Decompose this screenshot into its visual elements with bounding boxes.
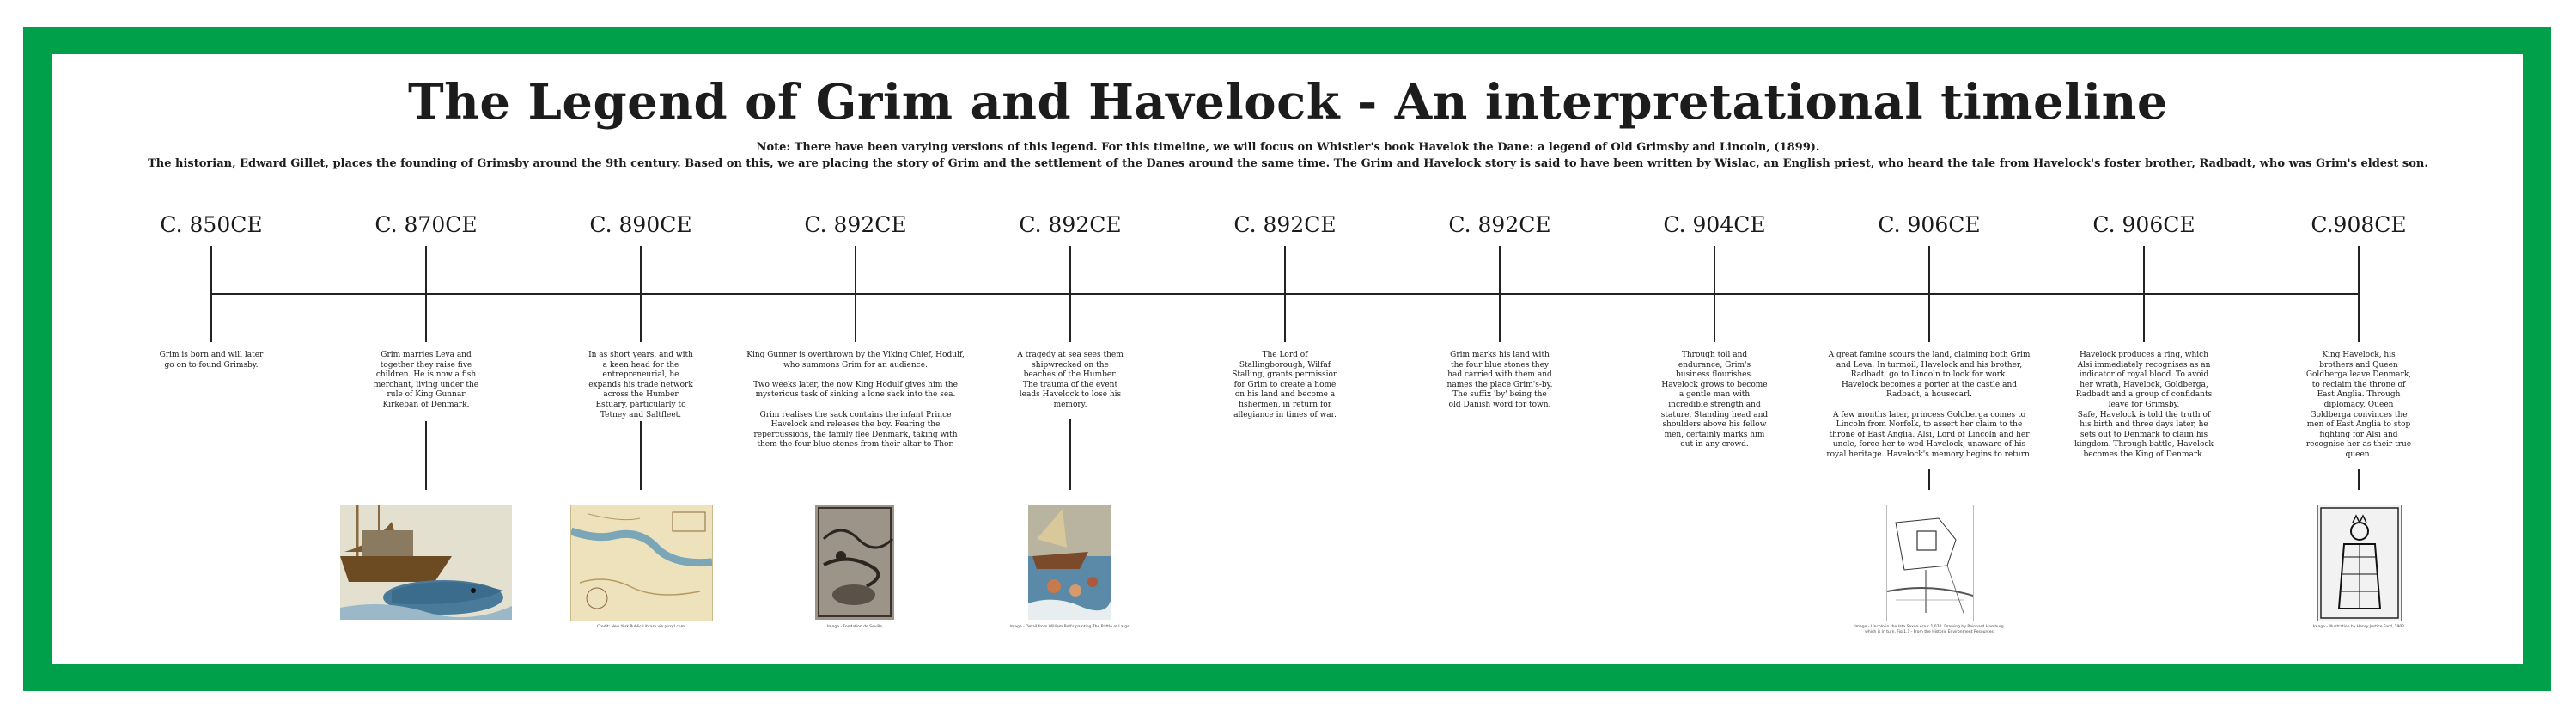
shipwreck-painting xyxy=(1028,505,1111,620)
timeline-tick xyxy=(855,246,856,342)
event-date: C. 850CE xyxy=(160,212,263,237)
lincoln-castle-plan xyxy=(1886,505,1974,621)
timeline-tick xyxy=(640,246,642,342)
event-description: Grim marries Leva and together they raise five children. He is now a fish merchant, living under the rule of King Gunnar Kirkeban of Denmark. xyxy=(373,351,479,409)
event-date: C. 906CE xyxy=(1878,212,1981,237)
event-date: C. 870CE xyxy=(375,212,478,237)
king-woodcut xyxy=(2317,505,2402,621)
event-description: A tragedy at sea sees them shipwrecked on the beaches of the Humber. The trauma of the event leads Havelock to lose his memory. xyxy=(1017,351,1124,409)
image-connector xyxy=(1069,419,1071,490)
timeline-tick xyxy=(2358,246,2360,342)
note-line-2: The historian, Edward Gillet, places the founding of Grimsby around the 9th century. Based on this, we are placing the story of Grim and the settlement of the Danes around the same time. The Grim and Havelock story is said to have been written by Wislac, an English priest, who heard the tale from Havelock's foster brother, Radbadt, who was Grim's eldest son. xyxy=(148,157,2428,170)
timeline-tick xyxy=(2143,246,2145,342)
timeline-tick xyxy=(1714,246,1715,342)
image-caption: Credit: New York Public Library via picryl.com xyxy=(597,625,685,629)
image-caption: Image - Fondation de Sevilla xyxy=(826,625,883,629)
image-connector xyxy=(640,421,642,490)
poster-title: The Legend of Grim and Havelock - An interpretational timeline xyxy=(408,74,2168,131)
event-date: C.908CE xyxy=(2311,212,2407,237)
image-caption: Image - Illustration by Henry Justice Ford, 1902 xyxy=(2312,625,2405,629)
viking-ship-whale-illustration xyxy=(340,505,512,620)
event-date: C. 892CE xyxy=(1019,212,1122,237)
humber-estuary-map xyxy=(570,505,713,621)
event-description: Grim is born and will later go on to found Grimsby. xyxy=(159,351,264,370)
event-description: Grim marks his land with the four blue stones they had carried with them and names the place Grim's-by. The suffix 'by' being the old Danish word for town. xyxy=(1446,351,1553,409)
event-description: Through toil and endurance, Grim's business flourishes. Havelock grows to become a gentle man with incredible strength and stature. Standing head and shoulders above his fellow men, certainly marks him out in any crowd. xyxy=(1660,351,1769,450)
image-connector xyxy=(1928,469,1930,490)
event-date: C. 892CE xyxy=(1233,212,1337,237)
event-date: C. 906CE xyxy=(2092,212,2195,237)
timeline-tick xyxy=(1069,246,1071,342)
image-caption: Image - Lincoln in the late Saxon era c.1,070. Drawing by Reinhard Hamburg which is in turn, Fig 1.1 - From the Historic Environment Resources xyxy=(1854,625,2004,634)
timeline-tick xyxy=(210,246,212,342)
timeline-tick xyxy=(1499,246,1501,342)
sea-creature-engraving xyxy=(815,505,894,620)
image-connector xyxy=(425,421,427,490)
event-date: C. 890CE xyxy=(589,212,692,237)
timeline-tick xyxy=(1928,246,1930,342)
event-date: C. 904CE xyxy=(1663,212,1766,237)
event-description: Havelock produces a ring, which Alsi immediately recognises as an indicator of royal blood. To avoid her wrath, Havelock, Goldberga, Radbadt and a group of confidants leave for Grimsby. Safe, Havelock is told the truth of his birth and three days later, he sets out to Denmark to claim his kingdom. Through battle, Havelock becomes the King of Denmark. xyxy=(2074,351,2214,459)
image-caption: Image - Detail from William Bell's painting The Battle of Largs xyxy=(1009,625,1130,629)
note-line-1: Note: There have been varying versions of this legend. For this timeline, we will focus on Whistler's book Havelok the Dane: a legend of Old Grimsby and Lincoln, (1899). xyxy=(756,141,1820,154)
timeline-tick xyxy=(425,246,427,342)
event-description: A great famine scours the land, claiming both Grim and Leva. In turmoil, Havelock and his brother, Radbadt, go to Lincoln to look for work. Havelock becomes a porter at the castle and Radbadt, a housecarl. A few months later, princess Goldberga comes to Lincoln from Norfolk, to assert her claim to the throne of East Anglia. Alsi, Lord of Lincoln and her uncle, force her to wed Havelock, unaware of his royal heritage. Havelock's memory begins to return. xyxy=(1826,351,2032,459)
image-connector xyxy=(2358,469,2360,490)
event-description: The Lord of Stallingborough, Wilfaf Stalling, grants permission for Grim to create a home on his land and become a fishermen, in return for allegiance in times of war. xyxy=(1232,351,1338,419)
event-description: In as short years, and with a keen head for the entrepreneurial, he expands his trade network across the Humber Estuary, particularly to Tetney and Saltfleet. xyxy=(588,351,693,419)
event-date: C. 892CE xyxy=(1448,212,1551,237)
event-description: King Havelock, his brothers and Queen Goldberga leave Denmark, to reclaim the throne of East Anglia. Through diplomacy, Queen Goldberga convinces the men of East Anglia to stop fighting for Alsi and recognise her as their true queen. xyxy=(2305,351,2412,459)
event-description: King Gunner is overthrown by the Viking Chief, Hodulf, who summons Grim for an audience. Two weeks later, the now King Hodulf gives him the mysterious task of sinking a lone sack into the sea. Grim realises the sack contains the infant Prince Havelock and releases the boy. Fearing the repercussions, the family flee Denmark, taking with them the four blue stones from their altar to Thor. xyxy=(746,351,965,450)
timeline-tick xyxy=(1284,246,1286,342)
event-date: C. 892CE xyxy=(804,212,907,237)
